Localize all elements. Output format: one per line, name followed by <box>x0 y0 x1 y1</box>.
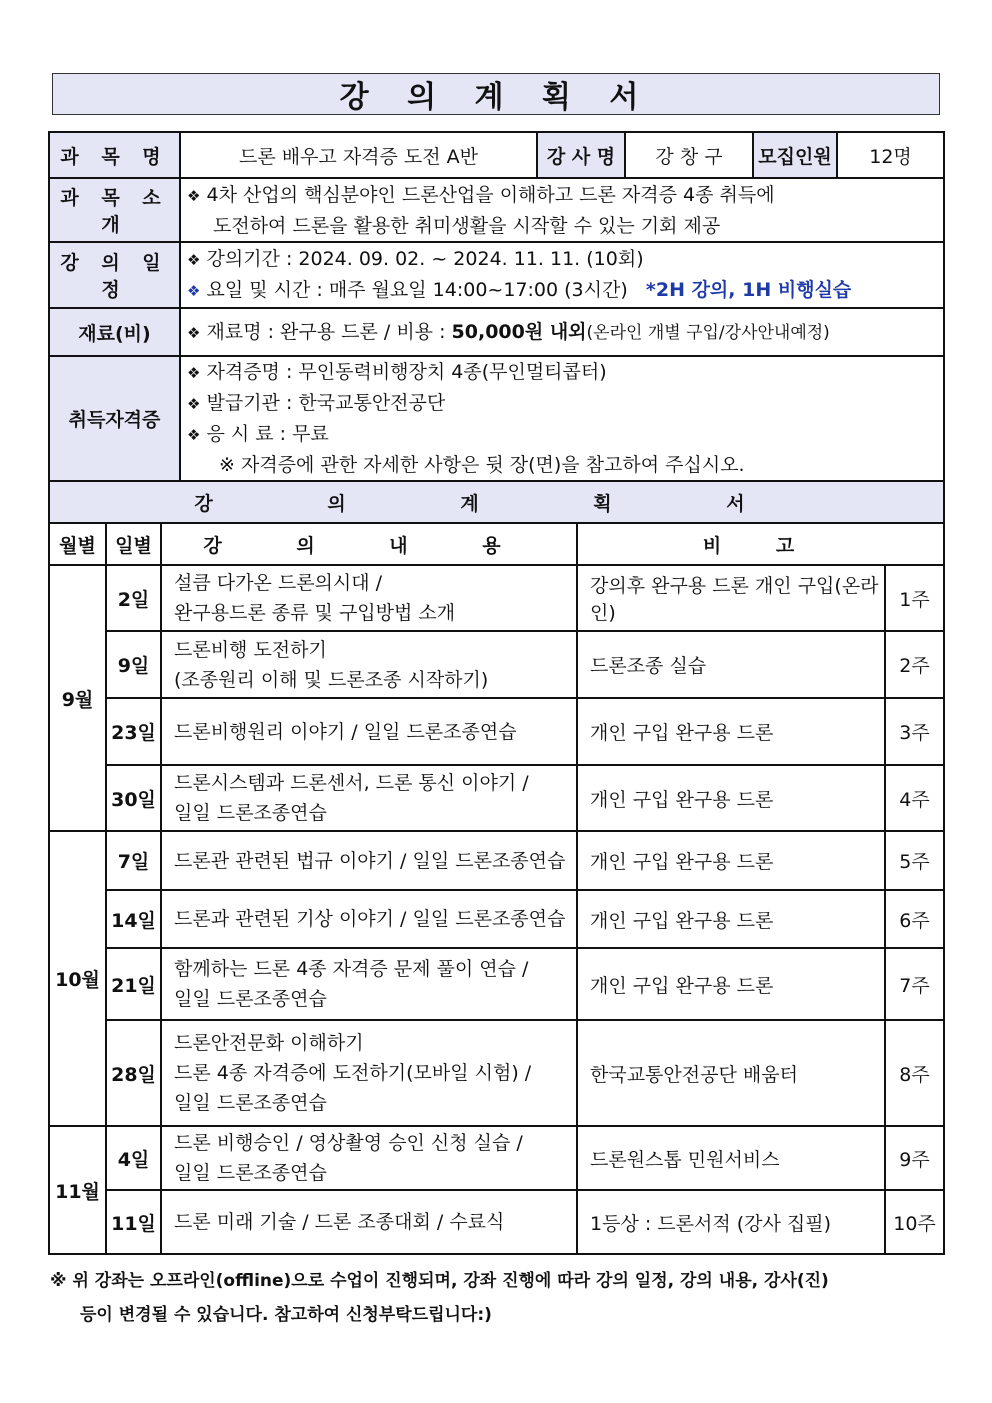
table-row <box>49 1190 944 1254</box>
content-line: 드론관 관련된 법규 이야기 / 일일 드론조종연습 <box>174 849 566 872</box>
day-cell: 2일 <box>106 565 161 631</box>
month-cell: 11월 <box>49 1126 106 1254</box>
instructor-label: 강 사 명 <box>537 132 625 178</box>
bullet-icon: ❖ <box>187 323 201 342</box>
material-cell <box>180 308 944 356</box>
week-cell: 10주 <box>885 1190 944 1254</box>
footer-line-1: ※ 위 강좌는 오프라인(offline)으로 수업이 진행되며, 강좌 진행에 따라 강의 일정, 강의 내용, 강사(진) <box>50 1271 829 1291</box>
bullet-icon: ❖ <box>187 251 201 269</box>
content-line: 설큼 다가온 드론의시대 / <box>174 572 383 594</box>
table-row <box>49 831 944 890</box>
plan-section-title: 강 의 계 획 서 <box>49 481 944 523</box>
subject-label: 과 목 명 <box>49 132 180 178</box>
cert-name: 자격증명 : 무인동력비행장치 4종(무인멀티콥터) <box>206 361 607 383</box>
col-note-header: 비 고 <box>577 523 944 565</box>
footer-notice <box>50 1264 945 1332</box>
table-row <box>49 1126 944 1190</box>
content-cell <box>161 831 577 890</box>
bullet-icon: ❖ <box>187 364 201 382</box>
recruit-value: 12명 <box>837 132 944 178</box>
week-cell: 2주 <box>885 631 944 698</box>
note-cell: 개인 구입 완구용 드론 <box>577 765 885 831</box>
content-line: (조종원리 이해 및 드론조종 시작하기) <box>174 668 489 691</box>
note-cell: 한국교통안전공단 배움터 <box>577 1020 885 1126</box>
day-cell: 30일 <box>106 765 161 831</box>
col-month-header: 월별 <box>49 523 106 565</box>
cert-cell <box>180 356 944 481</box>
note-cell: 드론조종 실습 <box>577 631 885 698</box>
content-cell <box>161 948 577 1020</box>
table-row <box>49 698 944 765</box>
table-row <box>49 565 944 631</box>
table-row <box>49 948 944 1020</box>
week-cell: 1주 <box>885 565 944 631</box>
instructor-value: 강 창 구 <box>625 132 753 178</box>
content-line: 드론 미래 기술 / 드론 조종대회 / 수료식 <box>174 1211 505 1233</box>
day-cell: 23일 <box>106 698 161 765</box>
table-row <box>49 631 944 698</box>
cert-fee: 응 시 료 : 무료 <box>206 423 329 445</box>
day-cell: 7일 <box>106 831 161 890</box>
material-cost: 50,000원 내외 <box>451 320 587 343</box>
content-line: 드론안전문화 이해하기 <box>174 1032 364 1054</box>
intro-line-1: 4차 산업의 핵심분야인 드론산업을 이해하고 드론 자격증 4종 취득에 <box>206 183 775 206</box>
week-cell: 9주 <box>885 1126 944 1190</box>
content-cell <box>161 1126 577 1190</box>
intro-cell <box>180 178 944 242</box>
table-row <box>49 890 944 948</box>
day-cell: 21일 <box>106 948 161 1020</box>
week-cell: 3주 <box>885 698 944 765</box>
note-cell: 강의후 완구용 드론 개인 구입(온라인) <box>577 565 885 631</box>
table-row <box>49 1020 944 1126</box>
content-cell <box>161 1190 577 1254</box>
content-line: 드론 비행승인 / 영상촬영 승인 신청 실습 / <box>174 1132 523 1154</box>
intro-label: 과 목 소 개 <box>49 178 180 242</box>
month-cell: 10월 <box>49 831 106 1126</box>
note-cell: 개인 구입 완구용 드론 <box>577 890 885 948</box>
bullet-icon: ❖ <box>187 426 201 444</box>
day-cell: 9일 <box>106 631 161 698</box>
schedule-note: *2H 강의, 1H 비행실습 <box>645 279 852 301</box>
day-cell: 14일 <box>106 890 161 948</box>
day-cell: 11일 <box>106 1190 161 1254</box>
content-line: 일일 드론조종연습 <box>174 1162 327 1184</box>
note-cell: 개인 구입 완구용 드론 <box>577 831 885 890</box>
week-cell: 7주 <box>885 948 944 1020</box>
content-line: 일일 드론조종연습 <box>174 802 327 824</box>
note-cell: 드론원스톱 민원서비스 <box>577 1126 885 1190</box>
week-cell: 6주 <box>885 890 944 948</box>
content-line: 완구용드론 종류 및 구입방법 소개 <box>174 602 456 624</box>
content-cell <box>161 698 577 765</box>
content-cell <box>161 631 577 698</box>
lecture-plan-table <box>48 522 945 1255</box>
bullet-icon: ❖ <box>187 186 201 205</box>
subject-value: 드론 배우고 자격증 도전 A반 <box>180 132 537 178</box>
material-note: (온라인 개별 구입/강사안내예정) <box>586 322 830 343</box>
day-cell: 4일 <box>106 1126 161 1190</box>
intro-line-2: 도전하여 드론을 활용한 취미생활을 시작할 수 있는 기회 제공 <box>213 214 721 237</box>
note-cell: 1등상 : 드론서적 (강사 집필) <box>577 1190 885 1254</box>
content-line: 드론 4종 자격증에 도전하기(모바일 시험) / <box>174 1062 532 1084</box>
schedule-time: 요일 및 시간 : 매주 월요일 14:00~17:00 (3시간) <box>206 279 628 301</box>
schedule-label: 강 의 일 정 <box>49 242 180 308</box>
col-day-header: 일별 <box>106 523 161 565</box>
content-line: 드론시스템과 드론센서, 드론 통신 이야기 / <box>174 772 529 794</box>
note-cell: 개인 구입 완구용 드론 <box>577 698 885 765</box>
content-line: 일일 드론조종연습 <box>174 988 327 1010</box>
cert-reference-note: ※ 자격증에 관한 자세한 사항은 뒷 장(면)을 참고하여 주십시오. <box>219 454 745 476</box>
week-cell: 5주 <box>885 831 944 890</box>
month-cell: 9월 <box>49 565 106 831</box>
content-line: 드론비행원리 이야기 / 일일 드론조종연습 <box>174 720 517 743</box>
course-info-table <box>48 131 945 524</box>
content-cell <box>161 890 577 948</box>
cert-issuer: 발급기관 : 한국교통안전공단 <box>206 392 446 414</box>
document-title: 강 의 계 획 서 <box>52 73 940 115</box>
schedule-cell <box>180 242 944 308</box>
content-line: 드론과 관련된 기상 이야기 / 일일 드론조종연습 <box>174 908 566 930</box>
cert-label: 취득자격증 <box>49 356 180 481</box>
footer-line-2: 등이 변경될 수 있습니다. 참고하여 신청부탁드립니다:) <box>80 1305 492 1325</box>
content-line: 드론비행 도전하기 <box>174 638 327 661</box>
note-cell: 개인 구입 완구용 드론 <box>577 948 885 1020</box>
table-row <box>49 765 944 831</box>
bullet-icon: ❖ <box>187 395 201 413</box>
content-cell <box>161 1020 577 1126</box>
content-line: 일일 드론조종연습 <box>174 1092 327 1114</box>
material-text: 재료명 : 완구용 드론 / 비용 : <box>206 320 452 343</box>
material-label: 재료(비) <box>49 308 180 356</box>
content-line: 함께하는 드론 4종 자격증 문제 풀이 연습 / <box>174 958 529 980</box>
week-cell: 4주 <box>885 765 944 831</box>
recruit-label: 모집인원 <box>753 132 837 178</box>
content-cell <box>161 565 577 631</box>
col-content-header: 강 의 내 용 <box>161 523 577 565</box>
schedule-period: 강의기간 : 2024. 09. 02. ~ 2024. 11. 11. (10회) <box>206 248 644 270</box>
content-cell <box>161 765 577 831</box>
day-cell: 28일 <box>106 1020 161 1126</box>
bullet-icon: ❖ <box>187 282 201 300</box>
week-cell: 8주 <box>885 1020 944 1126</box>
